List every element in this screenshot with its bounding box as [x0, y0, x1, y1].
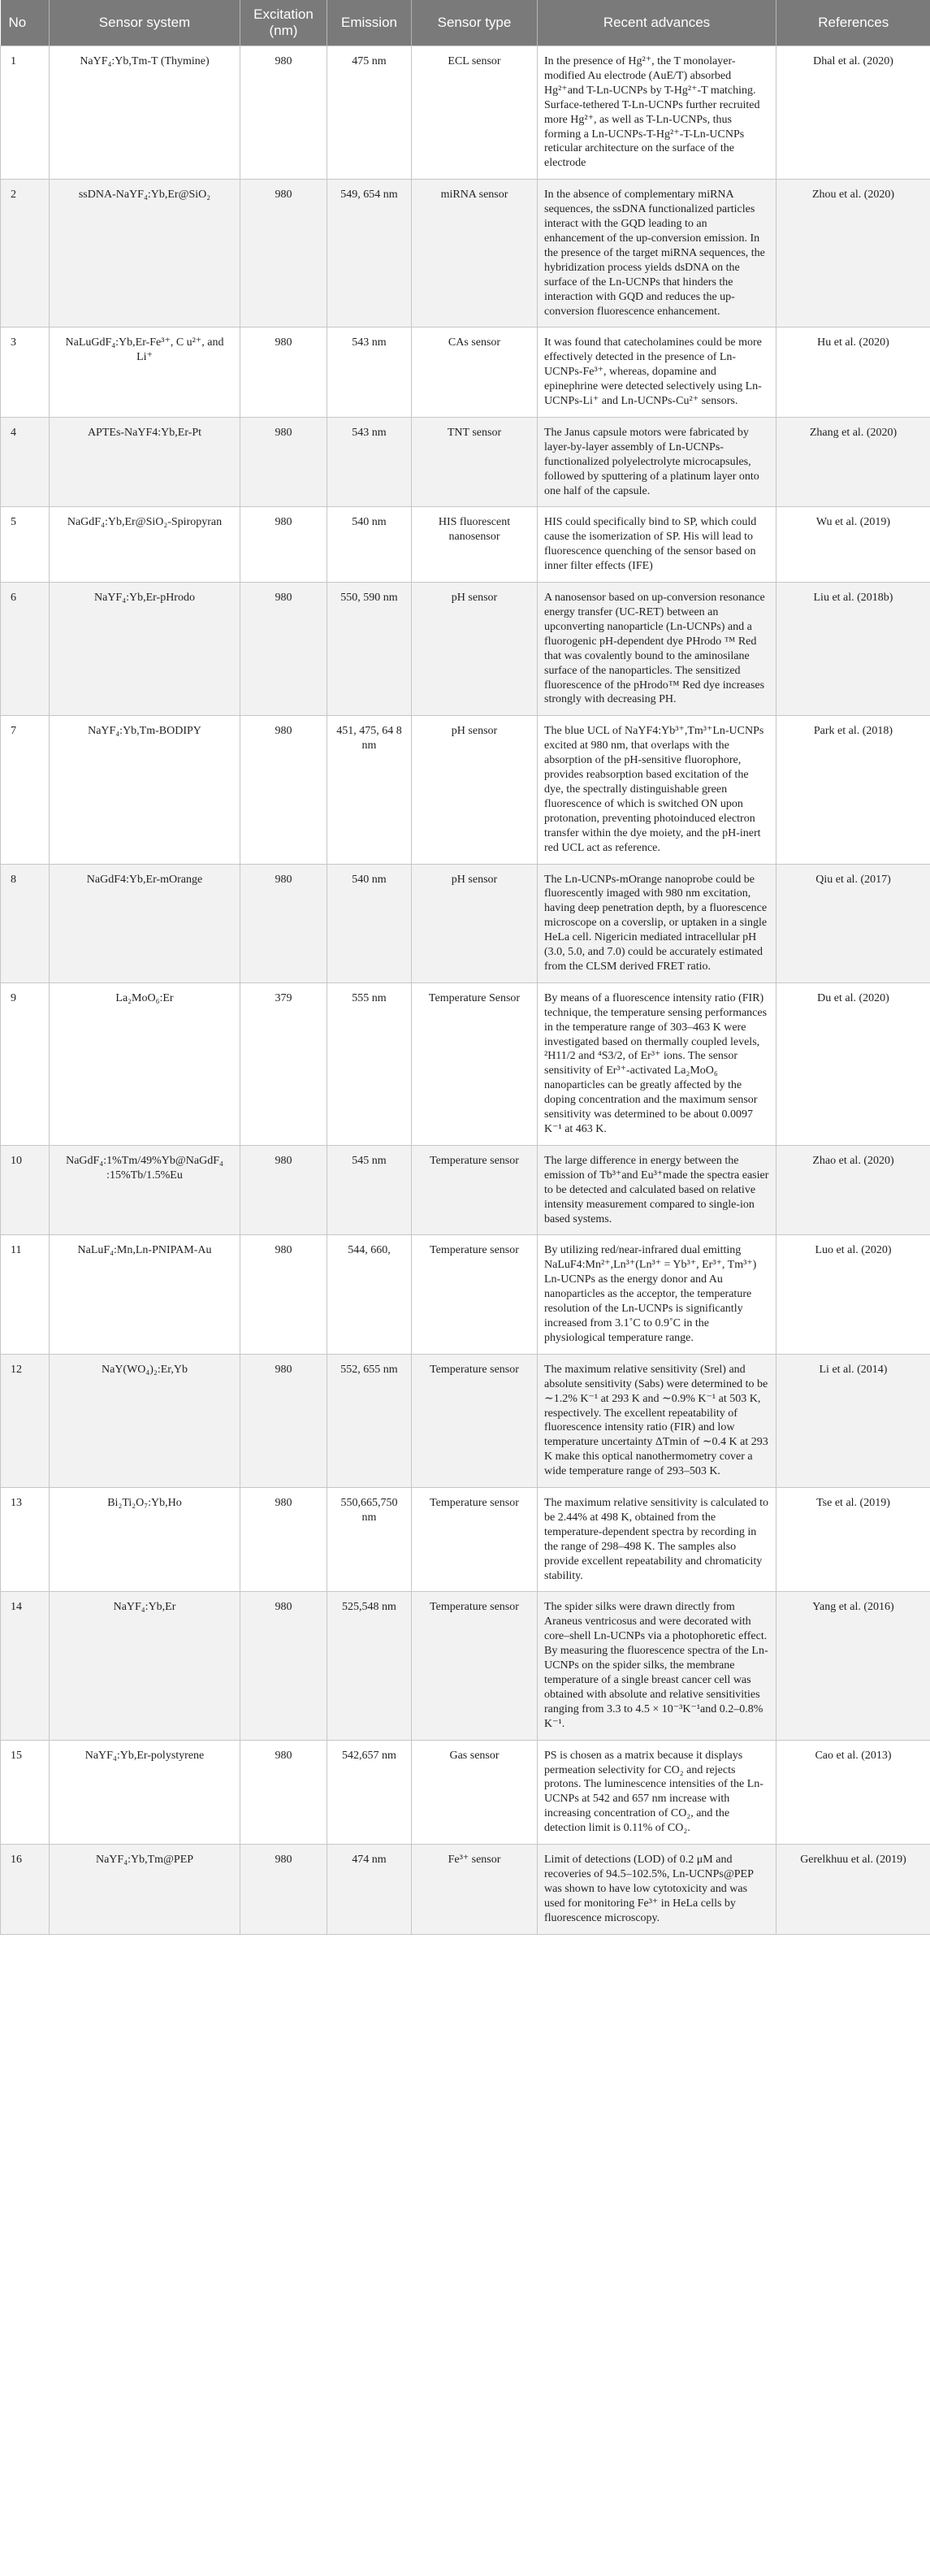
- sensor-system-cell: La₂MoO₆:Er: [50, 982, 240, 1145]
- header-recent-advances: Recent advances: [538, 0, 776, 46]
- sensor-type-cell: Gas sensor: [412, 1740, 538, 1844]
- sensor-system-cell: NaGdF₄:1%Tm/49%Yb@NaGdF₄ :15%Tb/1.5%Eu: [50, 1145, 240, 1235]
- row-number: 3: [1, 327, 50, 418]
- row-number: 2: [1, 180, 50, 327]
- emission-cell: 555 nm: [327, 982, 412, 1145]
- table-row: [1, 1145, 930, 1235]
- excitation-cell: 980: [240, 1354, 327, 1487]
- table-row: [1, 864, 930, 982]
- excitation-cell: 980: [240, 417, 327, 507]
- sensor-system-cell: NaY(WO₄)₂:Er,Yb: [50, 1354, 240, 1487]
- emission-cell: 542,657 nm: [327, 1740, 412, 1844]
- table-row: [1, 1740, 930, 1844]
- table-row: [1, 327, 930, 418]
- excitation-cell: 980: [240, 507, 327, 583]
- reference-cell: Tse et al. (2019): [776, 1488, 930, 1592]
- sensor-type-cell: HIS fluorescent nanosensor: [412, 507, 538, 583]
- table-header: [1, 0, 930, 46]
- table-row: [1, 1845, 930, 1935]
- emission-cell: 540 nm: [327, 507, 412, 583]
- recent-advances-cell: The maximum relative sensitivity is calculated to be 2.44% at 498 K, obtained from the temperature-dependent spectra by recording in the range of 298–498 K. The samples also provide excellent repeatability and chromaticity stability.: [538, 1488, 776, 1592]
- sensor-system-cell: ssDNA-NaYF₄:Yb,Er@SiO₂: [50, 180, 240, 327]
- sensor-system-cell: NaLuGdF₄:Yb,Er-Fe³⁺, C u²⁺, and Li⁺: [50, 327, 240, 418]
- reference-cell: Zhou et al. (2020): [776, 180, 930, 327]
- emission-cell: 550, 590 nm: [327, 583, 412, 716]
- reference-cell: Yang et al. (2016): [776, 1592, 930, 1740]
- header-references: References: [776, 0, 930, 46]
- sensor-type-cell: ECL sensor: [412, 46, 538, 180]
- header-sensor-type: Sensor type: [412, 0, 538, 46]
- excitation-cell: 980: [240, 1740, 327, 1844]
- emission-cell: 525,548 nm: [327, 1592, 412, 1740]
- row-number: 1: [1, 46, 50, 180]
- reference-cell: Cao et al. (2013): [776, 1740, 930, 1844]
- emission-cell: 451, 475, 64 8 nm: [327, 716, 412, 864]
- sensor-type-cell: miRNA sensor: [412, 180, 538, 327]
- emission-cell: 545 nm: [327, 1145, 412, 1235]
- excitation-cell: 980: [240, 1488, 327, 1592]
- table-row: [1, 716, 930, 864]
- sensor-system-cell: NaLuF₄:Mn,Ln-PNIPAM-Au: [50, 1235, 240, 1354]
- excitation-cell: 980: [240, 864, 327, 982]
- sensor-system-cell: NaYF₄:Yb,Er: [50, 1592, 240, 1740]
- sensor-type-cell: Temperature sensor: [412, 1592, 538, 1740]
- emission-cell: 552, 655 nm: [327, 1354, 412, 1487]
- excitation-cell: 980: [240, 1145, 327, 1235]
- sensor-system-cell: NaGdF₄:Yb,Er@SiO₂-Spiropyran: [50, 507, 240, 583]
- sensor-type-cell: pH sensor: [412, 716, 538, 864]
- recent-advances-cell: It was found that catecholamines could be more effectively detected in the presence of Ln-UCNPs-Fe³⁺, whereas, dopamine and epinephrine were detected selectively using Ln-UCNPs-Li⁺ and Ln-UCNPs-Cu²⁺ sensors.: [538, 327, 776, 418]
- reference-cell: Wu et al. (2019): [776, 507, 930, 583]
- reference-cell: Dhal et al. (2020): [776, 46, 930, 180]
- header-excitation: Excitation (nm): [240, 0, 327, 46]
- table-row: [1, 46, 930, 180]
- recent-advances-cell: By utilizing red/near-infrared dual emitting NaLuF4:Mn²⁺,Ln³⁺(Ln³⁺ = Yb³⁺, Er³⁺, Tm³⁺) Ln-UCNPs as the energy donor and Au nanoparticles as the acceptor, the temperature resolution of the Ln-UCNPs is significantly increased from 3.1˚C to 0.9˚C in the physiological temperature range.: [538, 1235, 776, 1354]
- table-row: [1, 180, 930, 327]
- row-number: 6: [1, 583, 50, 716]
- header-emission: Emission: [327, 0, 412, 46]
- recent-advances-cell: PS is chosen as a matrix because it displays permeation selectivity for CO₂ and rejects protons. The luminescence intensities of the Ln-UCNPs at 542 and 657 nm increase with increasing concentration of CO₂, and the detection limit is 0.11% of CO₂.: [538, 1740, 776, 1844]
- excitation-cell: 980: [240, 1235, 327, 1354]
- recent-advances-cell: In the absence of complementary miRNA sequences, the ssDNA functionalized particles interact with the GQD leading to an enhancement of the up-conversion emission. In the presence of the target miRNA sequences, the hybridization process yields dsDNA on the surface of the Ln-UCNPs that hinders the interaction with GQD and reduces the up-conversion fluorescence enhancement.: [538, 180, 776, 327]
- recent-advances-cell: HIS could specifically bind to SP, which could cause the isomerization of SP. His will lead to fluorescence quenching of the sensor based on inner filter effects (IFE): [538, 507, 776, 583]
- sensor-type-cell: Temperature sensor: [412, 1488, 538, 1592]
- excitation-cell: 980: [240, 180, 327, 327]
- reference-cell: Qiu et al. (2017): [776, 864, 930, 982]
- emission-cell: 550,665,750 nm: [327, 1488, 412, 1592]
- emission-cell: 549, 654 nm: [327, 180, 412, 327]
- header-no: No: [1, 0, 50, 46]
- sensor-system-cell: NaYF₄:Yb,Tm-T (Thymine): [50, 46, 240, 180]
- row-number: 16: [1, 1845, 50, 1935]
- reference-cell: Liu et al. (2018b): [776, 583, 930, 716]
- sensor-type-cell: Temperature sensor: [412, 1145, 538, 1235]
- table-row: [1, 1488, 930, 1592]
- excitation-cell: 980: [240, 716, 327, 864]
- sensor-system-cell: NaYF₄:Yb,Er-polystyrene: [50, 1740, 240, 1844]
- recent-advances-cell: In the presence of Hg²⁺, the T monolayer-modified Au electrode (AuE/T) absorbed Hg²⁺and T-Ln-UCNPs by T-Hg²⁺-T matching. Surface-tethered T-Ln-UCNPs further recruited more Hg²⁺, as well as T-Ln-UCNPs, thus forming a Ln-UCNPs-T-Hg²⁺-T-Ln-UCNPs reticular architecture on the surface of the electrode: [538, 46, 776, 180]
- table-row: [1, 583, 930, 716]
- emission-cell: 543 nm: [327, 327, 412, 418]
- table-row: [1, 982, 930, 1145]
- reference-cell: Li et al. (2014): [776, 1354, 930, 1487]
- header-sensor-system: Sensor system: [50, 0, 240, 46]
- sensor-type-cell: pH sensor: [412, 864, 538, 982]
- sensor-type-cell: CAs sensor: [412, 327, 538, 418]
- row-number: 13: [1, 1488, 50, 1592]
- table-row: [1, 1592, 930, 1740]
- sensor-type-cell: Temperature Sensor: [412, 982, 538, 1145]
- table-row: [1, 507, 930, 583]
- emission-cell: 544, 660,: [327, 1235, 412, 1354]
- sensor-system-cell: NaYF₄:Yb,Er-pHrodo: [50, 583, 240, 716]
- row-number: 7: [1, 716, 50, 864]
- reference-cell: Luo et al. (2020): [776, 1235, 930, 1354]
- recent-advances-cell: A nanosensor based on up-conversion resonance energy transfer (UC-RET) between an upconverting nanoparticle (Ln-UCNPs) and a fluorogenic pH-dependent dye PHrodo ™ Red that was covalently bound to the aminosilane surface of the nanoparticles. The sensitized fluorescence of the pHrodo™ Red dye increases strongly with decreasing PH.: [538, 583, 776, 716]
- row-number: 12: [1, 1354, 50, 1487]
- reference-cell: Hu et al. (2020): [776, 327, 930, 418]
- emission-cell: 474 nm: [327, 1845, 412, 1935]
- recent-advances-cell: Limit of detections (LOD) of 0.2 μM and recoveries of 94.5–102.5%, Ln-UCNPs@PEP was shown to have low cytotoxicity and was used for monitoring Fe³⁺ in HeLa cells by fluorescence microscopy.: [538, 1845, 776, 1935]
- emission-cell: 540 nm: [327, 864, 412, 982]
- sensor-type-cell: Temperature sensor: [412, 1235, 538, 1354]
- recent-advances-cell: The Janus capsule motors were fabricated by layer-by-layer assembly of Ln-UCNPs-functionalized polyelectrolyte microcapsules, followed by sputtering of a platinum layer onto one half of the capsule.: [538, 417, 776, 507]
- excitation-cell: 980: [240, 327, 327, 418]
- sensor-system-cell: NaYF₄:Yb,Tm@PEP: [50, 1845, 240, 1935]
- table-row: [1, 1354, 930, 1487]
- recent-advances-cell: The blue UCL of NaYF4:Yb³⁺,Tm³⁺Ln-UCNPs excited at 980 nm, that overlaps with the absorption of the pH-sensitive fluorophore, provides reabsorption based excitation of the dye, the spectrally distinguishable green fluorescence of which is switched ON upon protonation, preventing photoinduced electron transfer within the dye moiety, and the pH-inert red UCL act as reference.: [538, 716, 776, 864]
- row-number: 10: [1, 1145, 50, 1235]
- row-number: 4: [1, 417, 50, 507]
- excitation-cell: 980: [240, 583, 327, 716]
- reference-cell: Zhao et al. (2020): [776, 1145, 930, 1235]
- reference-cell: Du et al. (2020): [776, 982, 930, 1145]
- table-row: [1, 1235, 930, 1354]
- emission-cell: 475 nm: [327, 46, 412, 180]
- row-number: 11: [1, 1235, 50, 1354]
- sensor-system-cell: NaYF₄:Yb,Tm-BODIPY: [50, 716, 240, 864]
- recent-advances-cell: The Ln-UCNPs-mOrange nanoprobe could be fluorescently imaged with 980 nm excitation, having deep penetration depth, by a fluorescence microscope on a coverslip, or uptaken in a single HeLa cell. Nigericin mediated intracellular pH (3.0, 5.0, and 7.0) could be accurately estimated from the CLSM derived FRET ratio.: [538, 864, 776, 982]
- table-body: [1, 46, 930, 1935]
- row-number: 5: [1, 507, 50, 583]
- row-number: 14: [1, 1592, 50, 1740]
- sensor-type-cell: pH sensor: [412, 583, 538, 716]
- row-number: 15: [1, 1740, 50, 1844]
- row-number: 9: [1, 982, 50, 1145]
- excitation-cell: 980: [240, 1592, 327, 1740]
- emission-cell: 543 nm: [327, 417, 412, 507]
- excitation-cell: 980: [240, 1845, 327, 1935]
- reference-cell: Zhang et al. (2020): [776, 417, 930, 507]
- reference-cell: Park et al. (2018): [776, 716, 930, 864]
- sensor-type-cell: TNT sensor: [412, 417, 538, 507]
- sensor-type-cell: Temperature sensor: [412, 1354, 538, 1487]
- reference-cell: Gerelkhuu et al. (2019): [776, 1845, 930, 1935]
- excitation-cell: 379: [240, 982, 327, 1145]
- recent-advances-cell: The spider silks were drawn directly from Araneus ventricosus and were decorated with core–shell Ln-UCNPs via a photophoretic effect. By measuring the fluorescence spectra of the Ln-UCNPs on the spider silks, the membrane temperature of a single breast cancer cell was obtained with absolute and relative sensitivities ranging from 3.3 to 4.5 × 10⁻³K⁻¹and 0.2–0.8% K⁻¹.: [538, 1592, 776, 1740]
- sensor-type-cell: Fe³⁺ sensor: [412, 1845, 538, 1935]
- table-row: [1, 417, 930, 507]
- sensor-system-cell: APTEs-NaYF4:Yb,Er-Pt: [50, 417, 240, 507]
- recent-advances-cell: By means of a fluorescence intensity ratio (FIR) technique, the temperature sensing performances in the temperature range of 303–463 K were investigated based on thermally coupled levels, ²H11/2 and ⁴S3/2, of Er³⁺ ions. The sensor sensitivity of Er³⁺-activated La₂MoO₆ nanoparticles can be greatly affected by the doping concentration and the maximum sensor sensitivity was determined to be about 0.0097 K⁻¹ at 463 K.: [538, 982, 776, 1145]
- sensor-system-cell: Bi₂Ti₂O₇:Yb,Ho: [50, 1488, 240, 1592]
- sensor-system-cell: NaGdF4:Yb,Er-mOrange: [50, 864, 240, 982]
- row-number: 8: [1, 864, 50, 982]
- excitation-cell: 980: [240, 46, 327, 180]
- recent-advances-cell: The maximum relative sensitivity (Srel) and absolute sensitivity (Sabs) were determined to be ∼1.2% K⁻¹ at 293 K and ∼0.9% K⁻¹ at 503 K, respectively. The excellent repeatability of fluorescence intensity ratio (FIR) and low temperature uncertainty ΔTmin of ∼0.4 K at 293 K make this optical nanothermometry cover a wide temperature range of 293–503 K.: [538, 1354, 776, 1487]
- recent-advances-cell: The large difference in energy between the emission of Tb³⁺and Eu³⁺made the spectra easier to be detected and calculated based on relative intensity measurement compared to single-ion based systems.: [538, 1145, 776, 1235]
